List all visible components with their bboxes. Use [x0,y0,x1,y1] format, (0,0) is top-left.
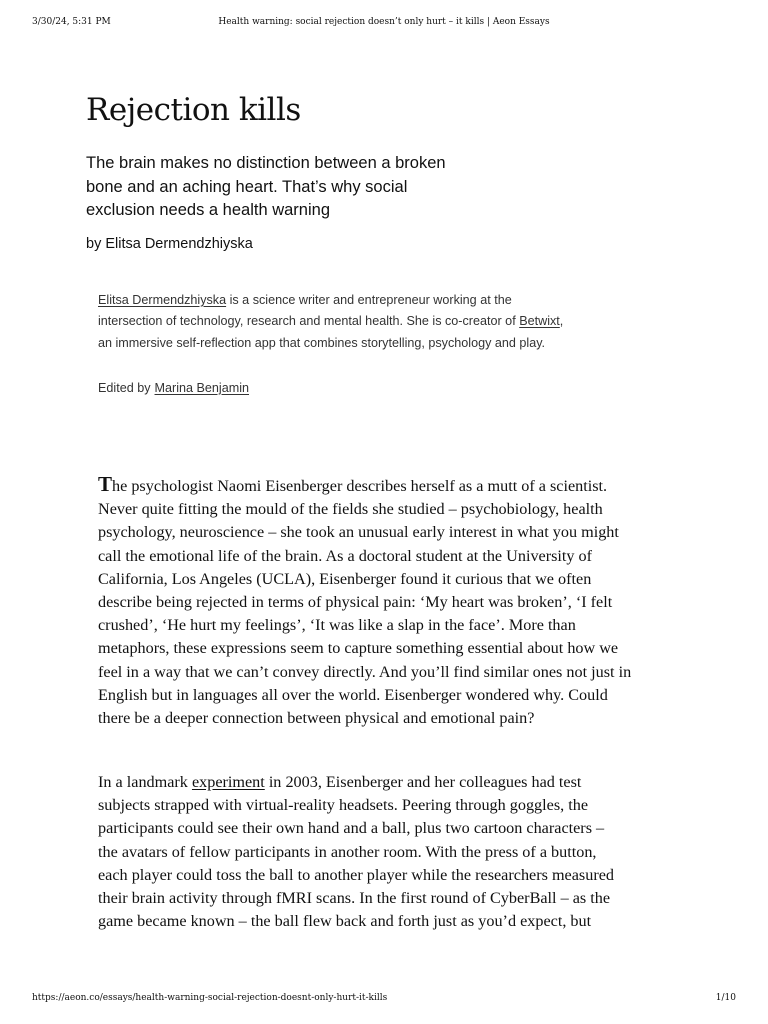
paragraph-line: he psychologist Naomi Eisenberger describes herself as a mutt of a scientist. [112,477,608,495]
paragraph-line: subjects strapped with virtual-reality headsets. Peering through goggles, the [98,796,589,815]
paragraph-text: in 2003, Eisenberger and her colleagues had test [264,773,582,791]
standfirst-line: The brain makes no distinction between a broken [86,154,446,172]
paragraph-line: there be a deeper connection between physical and emotional pain? [98,709,535,728]
print-footer [0,993,768,1007]
byline-author: Elitsa Dermendzhiyska [105,236,253,252]
paragraph-line: game became known – the ball flew back and forth just as you’d expect, but [98,912,592,931]
paragraph-line: Never quite fitting the mould of the fields she studied – psychobiology, health [98,500,603,519]
editor-link[interactable]: Marina Benjamin [154,381,250,395]
paragraph-line: call the emotional life of the brain. As a doctoral student at the University of [98,546,593,565]
author-link[interactable]: Elitsa Dermendzhiyska [98,293,227,307]
paragraph-line: participants could see their own hand and a ball, plus two cartoon characters – [98,819,605,838]
paragraph-text: In a landmark [98,773,192,791]
article-title: Rejection kills [86,92,301,128]
paragraph-line: English but in languages all over the world. Eisenberger wondered why. Could [98,685,608,704]
paragraph-line: psychology, neuroscience – she took an unusual early interest in what you might [98,523,619,542]
article-paragraph-1 [98,474,668,730]
paragraph-line: describe being rejected in terms of physical pain: ‘My heart was broken’, ‘I felt [98,593,613,612]
edited-by-label: Edited by [98,381,151,395]
bio-text: intersection of technology, research and mental health. She is co-creator of [98,314,520,329]
experiment-link[interactable]: experiment [191,773,265,791]
edited-by [98,381,249,395]
paragraph-line: their brain activity through fMRI scans. In the first round of CyberBall – as the [98,889,611,908]
byline-prefix: by [86,236,102,252]
print-page-title: Health warning: social rejection doesn’t only hurt – it kills | Aeon Essays [218,17,550,27]
bio-text: , [559,314,564,329]
paragraph-line: each player could toss the ball to another player while the researchers measured [98,865,614,884]
print-header [0,17,768,31]
drop-cap: T [98,472,113,496]
paragraph-line: metaphors, these expressions seem to capture something essential about how we [98,639,619,658]
paragraph-line: California, Los Angeles (UCLA), Eisenberger found it curious that we often [98,569,592,588]
paragraph-line: feel in a way that we can’t convey directly. And you’ll find similar ones not just in [98,662,632,681]
standfirst-line: bone and an aching heart. That’s why social [86,177,408,196]
print-page-number: 1/10 [715,993,736,1003]
paragraph-line: the avatars of fellow participants in another room. With the press of a button, [98,842,597,861]
bio-text: is a science writer and entrepreneur working at the [226,293,512,307]
standfirst-line: exclusion needs a health warning [86,201,330,219]
article-paragraph-2 [98,771,668,933]
print-datetime: 3/30/24, 5:31 PM [32,17,111,27]
paragraph-line: crushed’, ‘He hurt my feelings’, ‘It was like a slap in the face’. More than [98,616,576,635]
article-standfirst [86,152,476,223]
print-url: https://aeon.co/essays/health-warning-social-rejection-doesnt-only-hurt-it-kills [32,993,388,1003]
bio-text: an immersive self-reflection app that combines storytelling, psychology and play. [98,335,546,350]
article-byline [86,236,253,252]
author-bio [98,290,618,354]
betwixt-app-link[interactable]: Betwixt [519,314,560,329]
